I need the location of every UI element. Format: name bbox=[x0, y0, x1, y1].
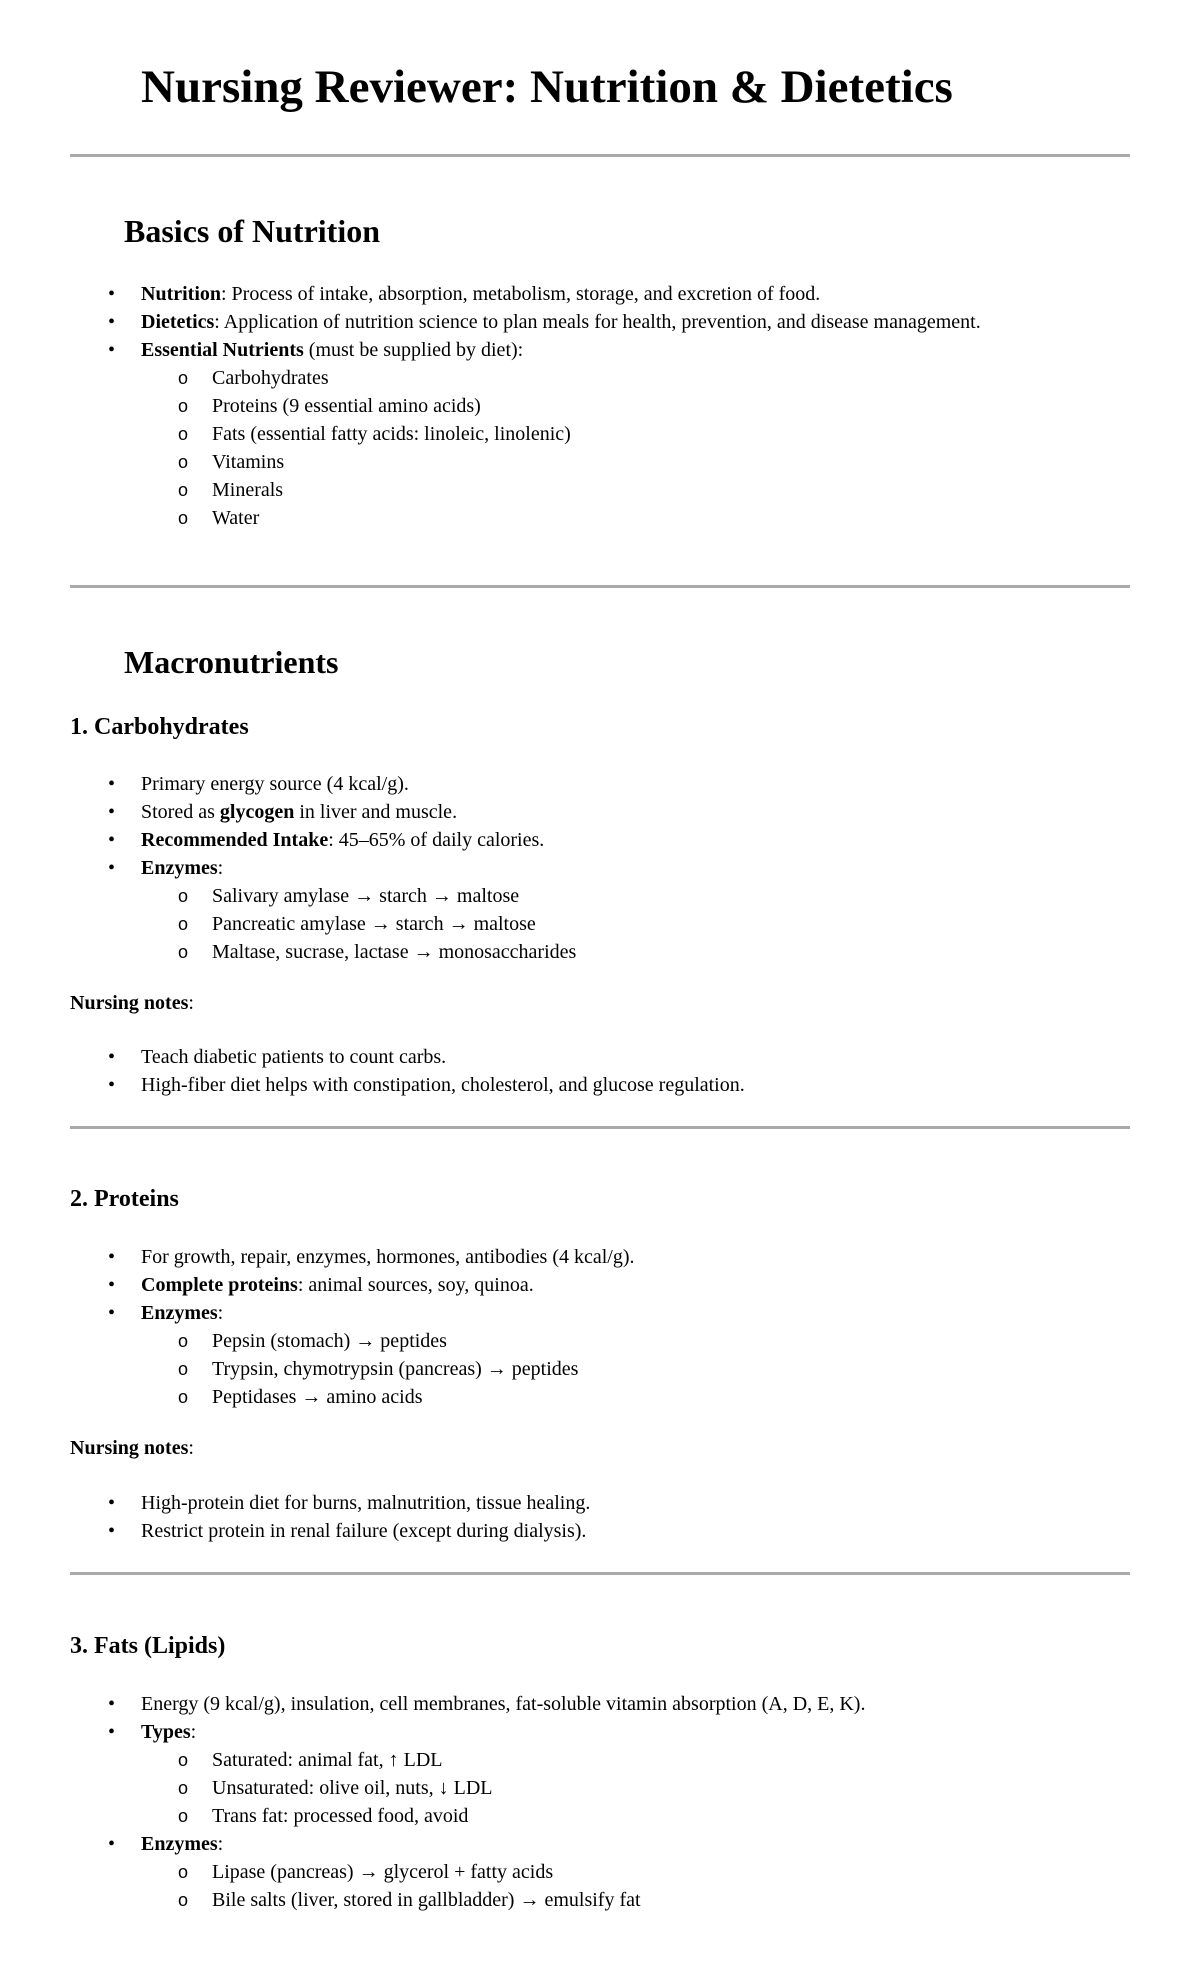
enzyme-sublist bbox=[141, 1858, 1130, 1914]
sublist-item bbox=[141, 1774, 1130, 1802]
circle-bullet-icon: o bbox=[178, 508, 189, 528]
bullet-icon: • bbox=[108, 829, 116, 851]
circle-bullet-icon: o bbox=[178, 1778, 189, 1798]
bullet-icon: • bbox=[108, 1046, 116, 1068]
circle-bullet-icon: o bbox=[178, 480, 189, 500]
definition: : bbox=[217, 857, 224, 879]
notes-label-text: Nursing notes bbox=[70, 1437, 189, 1459]
sublist-text: Vitamins bbox=[212, 451, 285, 473]
sublist-text: Lipase (pancreas) → glycerol + fatty acids bbox=[212, 1861, 554, 1883]
carbohydrates-list bbox=[0, 770, 1130, 966]
list-item bbox=[0, 1043, 1130, 1071]
definition: : bbox=[190, 1721, 197, 1743]
list-item bbox=[0, 770, 1130, 798]
notes-label-colon: : bbox=[188, 992, 194, 1014]
nutrient-sublist bbox=[141, 364, 1130, 532]
sublist-item bbox=[141, 1746, 1130, 1774]
divider bbox=[70, 1572, 1130, 1575]
bullet-icon: • bbox=[108, 1274, 116, 1296]
term: Nutrition bbox=[141, 283, 221, 305]
sublist-item bbox=[141, 1802, 1130, 1830]
term: Enzymes bbox=[141, 1302, 218, 1324]
bullet-icon: • bbox=[108, 1721, 116, 1743]
notes-label-colon: : bbox=[188, 1437, 194, 1459]
list-text: For growth, repair, enzymes, hormones, antibodies (4 kcal/g). bbox=[141, 1246, 635, 1268]
sublist-item bbox=[141, 476, 1130, 504]
term: Recommended Intake bbox=[141, 829, 329, 851]
sublist-item bbox=[141, 1327, 1130, 1355]
bullet-icon: • bbox=[108, 857, 116, 879]
sublist-text: Peptidases → amino acids bbox=[212, 1386, 423, 1408]
bullet-icon: • bbox=[108, 1833, 116, 1855]
list-item bbox=[0, 1243, 1130, 1271]
list-text: Teach diabetic patients to count carbs. bbox=[141, 1046, 447, 1068]
bullet-icon: • bbox=[108, 339, 116, 361]
circle-bullet-icon: o bbox=[178, 368, 189, 388]
list-text: High-fiber diet helps with constipation, cholesterol, and glucose regulation. bbox=[141, 1074, 745, 1096]
list-item bbox=[0, 798, 1130, 826]
sublist-text: Carbohydrates bbox=[212, 367, 329, 389]
circle-bullet-icon: o bbox=[178, 1890, 189, 1910]
bullet-icon: • bbox=[108, 1302, 116, 1324]
circle-bullet-icon: o bbox=[178, 1331, 189, 1351]
definition: : bbox=[217, 1302, 224, 1324]
circle-bullet-icon: o bbox=[178, 1359, 189, 1379]
definition: : animal sources, soy, quinoa. bbox=[297, 1274, 534, 1296]
basics-list bbox=[0, 280, 1130, 532]
sublist-text: Salivary amylase → starch → maltose bbox=[212, 885, 520, 907]
list-item bbox=[0, 854, 1130, 966]
fats-list bbox=[0, 1690, 1130, 1914]
sublist-text: Fats (essential fatty acids: linoleic, linolenic) bbox=[212, 423, 571, 445]
divider bbox=[70, 154, 1130, 157]
subsection-heading-proteins: 2. Proteins bbox=[70, 1186, 179, 1212]
nursing-notes-label bbox=[70, 989, 194, 1017]
sublist-text: Pepsin (stomach) → peptides bbox=[212, 1330, 447, 1352]
sublist-text: Trans fat: processed food, avoid bbox=[212, 1805, 469, 1827]
circle-bullet-icon: o bbox=[178, 452, 189, 472]
sublist-text: Unsaturated: olive oil, nuts, ↓ LDL bbox=[212, 1777, 493, 1799]
list-item bbox=[0, 826, 1130, 854]
carbohydrates-notes-list bbox=[0, 1043, 1130, 1099]
sublist-text: Proteins (9 essential amino acids) bbox=[212, 395, 481, 417]
term: Essential Nutrients bbox=[141, 339, 304, 361]
fat-types-sublist bbox=[141, 1746, 1130, 1830]
term: Enzymes bbox=[141, 1833, 218, 1855]
bullet-icon: • bbox=[108, 311, 116, 333]
definition: : Process of intake, absorption, metabolism, storage, and excretion of food. bbox=[221, 283, 821, 305]
term: Types bbox=[141, 1721, 191, 1743]
list-item bbox=[0, 1299, 1130, 1411]
sublist-item bbox=[141, 420, 1130, 448]
list-item bbox=[0, 1271, 1130, 1299]
list-item bbox=[0, 280, 1130, 308]
term: Complete proteins bbox=[141, 1274, 298, 1296]
list-text: Primary energy source (4 kcal/g). bbox=[141, 773, 409, 795]
sublist-text: Pancreatic amylase → starch → maltose bbox=[212, 913, 536, 935]
divider bbox=[70, 1126, 1130, 1129]
subsection-heading-fats: 3. Fats (Lipids) bbox=[70, 1633, 226, 1659]
list-text: in liver and muscle. bbox=[294, 801, 458, 823]
list-item bbox=[0, 1718, 1130, 1830]
sublist-item bbox=[141, 1383, 1130, 1411]
nursing-notes-label bbox=[70, 1434, 194, 1462]
sublist-item bbox=[141, 448, 1130, 476]
circle-bullet-icon: o bbox=[178, 424, 189, 444]
term: glycogen bbox=[219, 801, 295, 823]
sublist-item bbox=[141, 1355, 1130, 1383]
list-text: Restrict protein in renal failure (except during dialysis). bbox=[141, 1520, 587, 1542]
list-item bbox=[0, 1830, 1130, 1914]
definition: : Application of nutrition science to plan meals for health, prevention, and disease management. bbox=[214, 311, 981, 333]
sublist-text: Water bbox=[212, 507, 260, 529]
list-item bbox=[0, 336, 1130, 532]
bullet-icon: • bbox=[108, 801, 116, 823]
list-text: Stored as bbox=[141, 801, 220, 823]
sublist-item bbox=[141, 1858, 1130, 1886]
circle-bullet-icon: o bbox=[178, 396, 189, 416]
sublist-item bbox=[141, 938, 1130, 966]
bullet-icon: • bbox=[108, 1492, 116, 1514]
section-heading-macronutrients: Macronutrients bbox=[124, 644, 339, 680]
circle-bullet-icon: o bbox=[178, 942, 189, 962]
list-text: Energy (9 kcal/g), insulation, cell membranes, fat-soluble vitamin absorption (A, D, E, K). bbox=[141, 1693, 866, 1715]
divider bbox=[70, 585, 1130, 588]
list-item bbox=[0, 1489, 1130, 1517]
enzyme-sublist bbox=[141, 882, 1130, 966]
circle-bullet-icon: o bbox=[178, 1387, 189, 1407]
enzyme-sublist bbox=[141, 1327, 1130, 1411]
bullet-icon: • bbox=[108, 283, 116, 305]
sublist-item bbox=[141, 1886, 1130, 1914]
notes-label-text: Nursing notes bbox=[70, 992, 189, 1014]
proteins-list bbox=[0, 1243, 1130, 1411]
sublist-item bbox=[141, 910, 1130, 938]
term: Dietetics bbox=[141, 311, 215, 333]
list-text: High-protein diet for burns, malnutrition, tissue healing. bbox=[141, 1492, 591, 1514]
circle-bullet-icon: o bbox=[178, 1806, 189, 1826]
definition: : 45–65% of daily calories. bbox=[328, 829, 545, 851]
list-item bbox=[0, 1690, 1130, 1718]
document-title: Nursing Reviewer: Nutrition & Dietetics bbox=[141, 61, 953, 113]
circle-bullet-icon: o bbox=[178, 914, 189, 934]
list-item bbox=[0, 308, 1130, 336]
circle-bullet-icon: o bbox=[178, 1862, 189, 1882]
bullet-icon: • bbox=[108, 1246, 116, 1268]
circle-bullet-icon: o bbox=[178, 886, 189, 906]
list-item bbox=[0, 1071, 1130, 1099]
definition: (must be supplied by diet): bbox=[303, 339, 524, 361]
circle-bullet-icon: o bbox=[178, 1750, 189, 1770]
sublist-item bbox=[141, 504, 1130, 532]
proteins-notes-list bbox=[0, 1489, 1130, 1545]
bullet-icon: • bbox=[108, 1693, 116, 1715]
sublist-text: Saturated: animal fat, ↑ LDL bbox=[212, 1749, 443, 1771]
sublist-text: Bile salts (liver, stored in gallbladder) → emulsify fat bbox=[212, 1889, 641, 1911]
list-item bbox=[0, 1517, 1130, 1545]
sublist-item bbox=[141, 364, 1130, 392]
bullet-icon: • bbox=[108, 1520, 116, 1542]
sublist-text: Minerals bbox=[212, 479, 284, 501]
sublist-text: Trypsin, chymotrypsin (pancreas) → peptides bbox=[212, 1358, 579, 1380]
definition: : bbox=[217, 1833, 224, 1855]
term: Enzymes bbox=[141, 857, 218, 879]
bullet-icon: • bbox=[108, 773, 116, 795]
sublist-text: Maltase, sucrase, lactase → monosaccharides bbox=[212, 941, 577, 963]
subsection-heading-carbohydrates: 1. Carbohydrates bbox=[70, 714, 249, 740]
bullet-icon: • bbox=[108, 1074, 116, 1096]
section-heading-basics: Basics of Nutrition bbox=[124, 213, 380, 249]
sublist-item bbox=[141, 392, 1130, 420]
sublist-item bbox=[141, 882, 1130, 910]
